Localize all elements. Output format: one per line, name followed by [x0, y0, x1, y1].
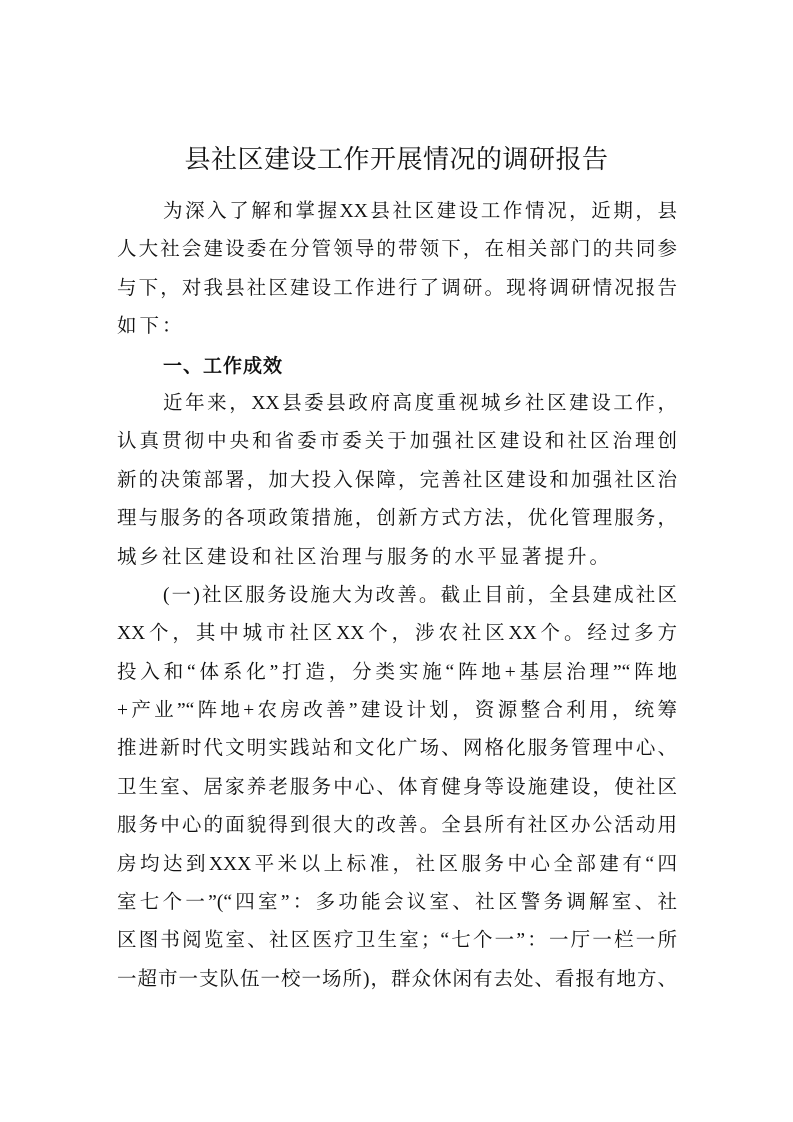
text-line: 人大社会建设委在分管领导的带领下，在相关部门的共同参 [117, 239, 677, 261]
text-line: 推进新时代文明实践站和文化广场、网格化服务管理中心、 [117, 738, 677, 760]
text-line: 为深入了解和掌握XX县社区建设工作情况，近期，县 [163, 201, 677, 222]
section-heading: 一、工作成效 [163, 354, 284, 377]
text-line: 城乡社区建设和社区治理与服务的水平显著提升。 [117, 546, 613, 568]
text-line: 一超市一支队伍一校一场所)，群众休闲有去处、看报有地方、 [117, 968, 677, 990]
text-line: 服务中心的面貌得到很大的改善。全县所有社区办公活动用 [117, 815, 677, 837]
text-line: 如下： [117, 316, 185, 338]
text-line: 区图书阅览室、社区医疗卫生室；“七个一”：一厅一栏一所 [117, 930, 677, 952]
text-line: +产业”“阵地+农房改善”建设计划，资源整合利用，统筹 [117, 700, 677, 722]
text-line: XX个，其中城市社区XX个，涉农社区XX个。经过多方 [117, 623, 677, 645]
text-line: 室七个一”(“四室”：多功能会议室、社区警务调解室、社 [117, 892, 677, 914]
text-line: 与下，对我县社区建设工作进行了调研。现将调研情况报告 [117, 277, 677, 299]
text-line: 近年来，XX县委县政府高度重视城乡社区建设工作， [163, 392, 677, 414]
text-line: 新的决策部署，加大投入保障，完善社区建设和加强社区治 [117, 469, 677, 491]
text-line: 卫生室、居家养老服务中心、体育健身等设施建设，使社区 [117, 776, 677, 798]
document-title: 县社区建设工作开展情况的调研报告 [184, 145, 609, 174]
text-line: 理与服务的各项政策措施，创新方式方法，优化管理服务， [117, 508, 677, 530]
section1-paragraph [117, 385, 677, 577]
document-body [117, 193, 677, 999]
text-line: 认真贯彻中央和省委市委关于加强社区建设和社区治理创 [117, 431, 677, 453]
subsection1-paragraph [117, 577, 677, 999]
text-line: (一)社区服务设施大为改善。截止目前，全县建成社区 [163, 584, 677, 606]
text-line: 房均达到XXX平米以上标准，社区服务中心全部建有“四 [117, 853, 677, 875]
text-line: 投入和“体系化”打造，分类实施“阵地+基层治理”“阵地 [117, 661, 677, 683]
intro-paragraph [117, 193, 677, 347]
